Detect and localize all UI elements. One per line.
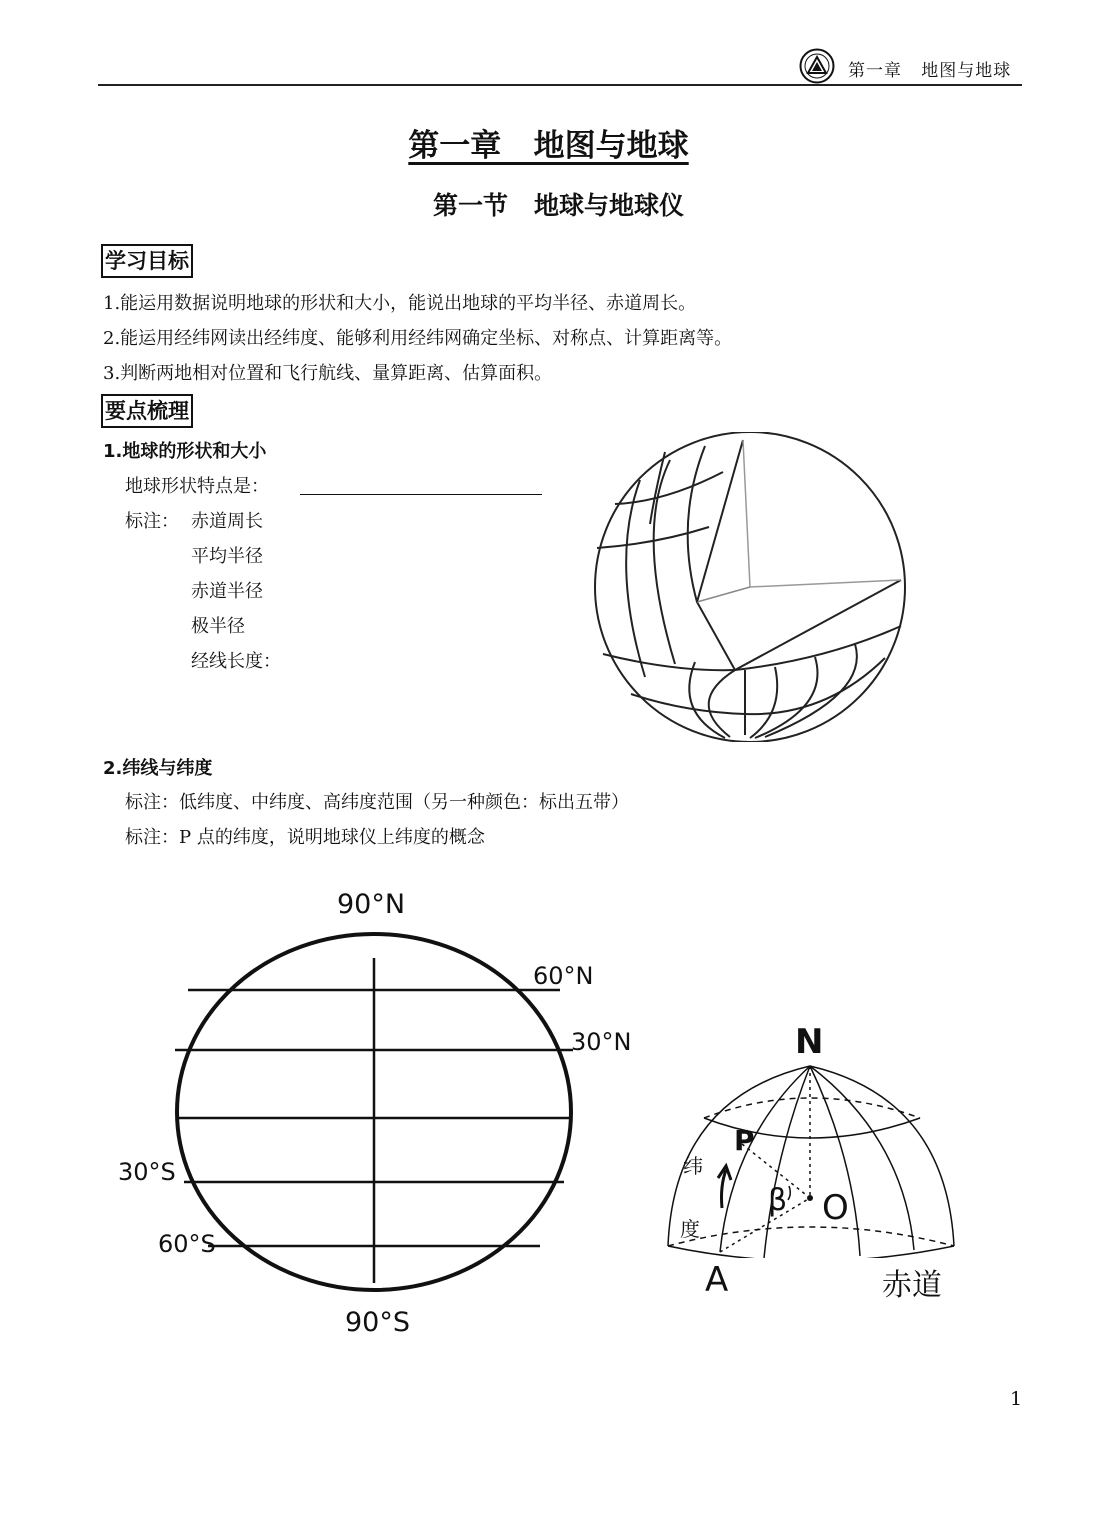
label-60n: 60°N bbox=[533, 962, 594, 990]
header-rule bbox=[98, 84, 1022, 86]
label-30s: 30°S bbox=[118, 1158, 176, 1186]
inner-edge bbox=[743, 440, 901, 587]
center-point bbox=[807, 1195, 813, 1201]
angle-arc bbox=[788, 1186, 790, 1200]
key-points-heading: 要点梳理 bbox=[101, 394, 193, 428]
label-center-o: O bbox=[822, 1188, 849, 1228]
school-logo-icon bbox=[799, 48, 835, 84]
label-point-p: P bbox=[734, 1124, 755, 1157]
running-header: 第一章 地图与地球 bbox=[848, 61, 1012, 81]
annotate-item-equator-circumference: 赤道周长 bbox=[191, 511, 263, 532]
cutaway-edge bbox=[697, 440, 901, 670]
annotate-item-mean-radius: 平均半径 bbox=[191, 546, 263, 567]
part2-title: 2.纬线与纬度 bbox=[103, 758, 213, 779]
shape-prompt: 地球形状特点是： bbox=[125, 476, 269, 497]
label-point-a: A bbox=[705, 1260, 729, 1300]
chapter-title: 第一章 地图与地球 bbox=[408, 128, 689, 164]
objective-item-1: 1.能运用数据说明地球的形状和大小，能说出地球的平均半径、赤道周长。 bbox=[103, 293, 697, 314]
label-90s: 90°S bbox=[345, 1307, 410, 1338]
equator-front bbox=[668, 1246, 954, 1258]
page-number: 1 bbox=[1010, 1388, 1023, 1410]
latitude-arrow bbox=[722, 1170, 727, 1208]
objective-item-2: 2.能运用经纬网读出经纬度、能够利用经纬网确定坐标、对称点、计算距离等。 bbox=[103, 328, 733, 349]
latitude-lines-diagram bbox=[168, 928, 580, 1296]
hemisphere-outline bbox=[668, 1066, 954, 1246]
label-angle-beta: β bbox=[768, 1183, 788, 1218]
objectives-heading: 学习目标 bbox=[101, 244, 193, 278]
label-latitude-char-2: 度 bbox=[680, 1217, 700, 1241]
label-latitude-char-1: 纬 bbox=[683, 1154, 703, 1178]
part2-note-2: 标注：P 点的纬度，说明地球仪上纬度的概念 bbox=[125, 827, 485, 848]
label-90n: 90°N bbox=[337, 889, 406, 920]
label-30n: 30°N bbox=[571, 1028, 632, 1056]
objective-item-3: 3.判断两地相对位置和飞行航线、量算距离、估算面积。 bbox=[103, 363, 553, 384]
label-north: N bbox=[795, 1022, 824, 1062]
answer-blank bbox=[300, 494, 542, 495]
label-60s: 60°S bbox=[158, 1230, 216, 1258]
hemisphere-latitude-diagram bbox=[664, 1058, 964, 1258]
label-equator: 赤道 bbox=[882, 1268, 942, 1303]
annotate-item-equatorial-radius: 赤道半径 bbox=[191, 581, 263, 602]
part2-note-1: 标注：低纬度、中纬度、高纬度范围（另一种颜色：标出五带） bbox=[125, 792, 629, 813]
annotate-label: 标注： bbox=[125, 511, 179, 532]
part1-title: 1.地球的形状和大小 bbox=[103, 441, 267, 462]
section-title: 第一节 地球与地球仪 bbox=[432, 191, 685, 220]
annotate-item-polar-radius: 极半径 bbox=[191, 616, 245, 637]
annotate-item-meridian-length: 经线长度： bbox=[191, 651, 281, 672]
meridian-left bbox=[720, 1066, 810, 1252]
globe-cutaway-figure bbox=[585, 432, 915, 742]
